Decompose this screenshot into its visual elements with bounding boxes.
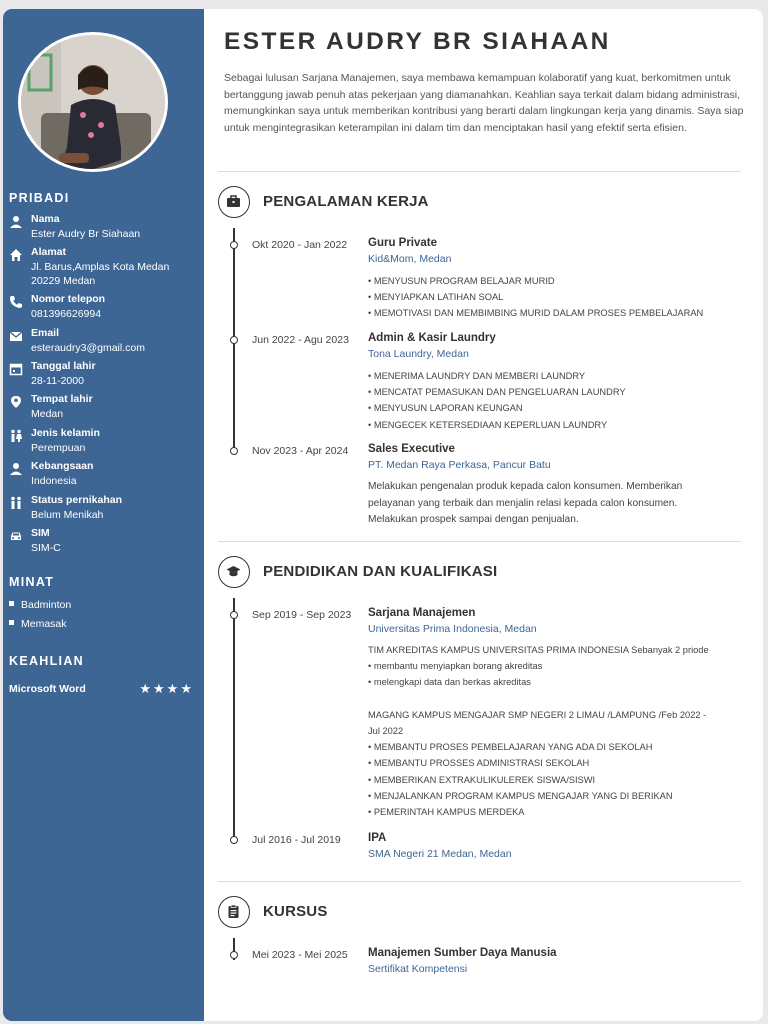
interest-item	[9, 599, 71, 611]
avatar	[18, 32, 168, 172]
entry-date: Jun 2022 - Agu 2023	[252, 334, 349, 346]
info-birthplace	[7, 393, 202, 423]
info-value: SIM-C	[31, 542, 61, 554]
courses-section-title: KURSUS	[263, 903, 328, 920]
info-value: Indonesia	[31, 475, 77, 487]
entry-role: IPA	[368, 832, 387, 844]
gender-icon	[9, 429, 23, 443]
skills-section-title: KEAHLIAN	[9, 654, 84, 668]
entry-role: Sales Executive	[368, 443, 455, 455]
entry-org: Universitas Prima Indonesia, Medan	[368, 623, 537, 635]
info-value: Belum Menikah	[31, 509, 104, 521]
info-label: Nomor telepon	[31, 293, 106, 305]
info-label: Alamat	[31, 246, 67, 258]
entry-role: Sarjana Manajemen	[368, 607, 476, 619]
info-label: Jenis kelamin	[31, 427, 100, 439]
interest-label: Memasak	[21, 618, 67, 630]
bullet-line: • MEMOTIVASI DAN MEMBIMBING MURID DALAM PROSES PEMBELAJARAN	[368, 308, 704, 319]
entry-details	[368, 642, 748, 820]
entry-org: PT. Medan Raya Perkasa, Pancur Batu	[368, 459, 551, 471]
detail-line: • PEMERINTAH KAMPUS MERDEKA	[368, 807, 525, 818]
calendar-icon	[9, 362, 23, 376]
divider	[218, 881, 741, 882]
timeline-dot	[230, 447, 238, 455]
bullet-line: • MENYUSUN LAPORAN KEUNGAN	[368, 403, 523, 414]
sidebar	[3, 9, 204, 1021]
star-rating-icon: ★★★★	[139, 681, 194, 696]
timeline-dot	[230, 836, 238, 844]
info-nationality	[7, 460, 202, 490]
info-value: Jl. Barus,Amplas Kota Medan	[31, 261, 170, 273]
detail-line: • MEMBANTU PROSSES ADMINISTRASI SEKOLAH	[368, 758, 590, 769]
email-icon	[9, 329, 23, 343]
divider	[218, 541, 741, 542]
person-icon	[9, 215, 23, 229]
detail-line: TIM AKREDITAS KAMPUS UNIVERSITAS PRIMA INDONESIA Sebanyak 2 priode	[368, 645, 709, 655]
detail-line: • membantu menyiapkan borang akreditas	[368, 661, 543, 672]
home-icon	[9, 248, 23, 262]
bullet-square-icon	[9, 620, 14, 625]
info-name	[7, 213, 202, 243]
bullet-line: • MENCATAT PEMASUKAN DAN PENGELUARAN LAUNDRY	[368, 387, 626, 398]
info-value: esteraudry3@gmail.com	[31, 342, 145, 354]
car-icon	[9, 529, 23, 543]
entry-date: Mei 2023 - Mei 2025	[252, 949, 348, 961]
info-value: Ester Audry Br Siahaan	[31, 228, 141, 240]
info-label: Status pernikahan	[31, 494, 123, 506]
detail-line: • MEMBANTU PROSES PEMBELAJARAN YANG ADA DI SEKOLAH	[368, 742, 653, 753]
info-label: Email	[31, 327, 60, 339]
info-value: Medan	[31, 408, 64, 420]
bullet-line: • MENYIAPKAN LATIHAN SOAL	[368, 292, 504, 303]
info-label: SIM	[31, 527, 50, 539]
detail-line	[368, 691, 748, 707]
timeline-dot	[230, 611, 238, 619]
entry-date: Sep 2019 - Sep 2023	[252, 609, 352, 621]
timeline-dot	[230, 336, 238, 344]
entry-date: Jul 2016 - Jul 2019	[252, 834, 341, 846]
clipboard-icon	[218, 896, 250, 928]
bullet-line: • MENERIMA LAUNDRY DAN MEMBERI LAUNDRY	[368, 371, 586, 381]
detail-line: • MENJALANKAN PROGRAM KAMPUS MENGAJAR YANG DI BERIKAN	[368, 790, 673, 801]
interest-label: Badminton	[21, 599, 72, 611]
entry-date: Nov 2023 - Apr 2024	[252, 445, 349, 457]
skill-name: Microsoft Word	[9, 683, 86, 695]
info-address	[7, 246, 202, 290]
timeline-dot	[230, 241, 238, 249]
location-pin-icon	[9, 395, 23, 409]
experience-section-title: PENGALAMAN KERJA	[263, 193, 429, 210]
entry-bullets	[368, 273, 748, 322]
info-license	[7, 527, 202, 557]
info-value: Perempuan	[31, 442, 86, 454]
entry-org: SMA Negeri 21 Medan, Medan	[368, 848, 512, 860]
info-value-line2: 20229 Medan	[31, 275, 96, 287]
summary-text: Sebagai lulusan Sarjana Manajemen, saya membawa kemampuan kolaboratif yang kuat, berkomitmen untuk bertanggung jawab penuh atas pekerjaan yang diamanahkan. Keahlian saya terkait dalam bidang administrasi, memungkinkan saya untuk memberikan kontribusi yang berarti dalam lingkungan kerja yang dinamis. Saya siap untuk mengintegrasikan keterampilan ini dalam tim dan menciptakan hasil yang efektif serta efisien.	[224, 72, 744, 134]
main-content	[204, 9, 763, 1021]
entry-bullets	[368, 368, 748, 433]
info-label: Tanggal lahir	[31, 360, 96, 372]
education-section-title: PENDIDIKAN DAN KUALIFIKASI	[263, 563, 498, 580]
entry-org: Sertifikat Kompetensi	[368, 963, 468, 975]
info-email	[7, 327, 202, 357]
detail-line: MAGANG KAMPUS MENGAJAR SMP NEGERI 2 LIMAU /LAMPUNG /Feb 2022 -	[368, 709, 707, 720]
timeline-dot	[230, 951, 238, 959]
entry-org: Tona Laundry, Medan	[368, 348, 469, 360]
skill-item	[9, 683, 194, 695]
detail-line: • MEMBERIKAN EXTRAKULIKULEREK SISWA/SISWI	[368, 774, 596, 785]
interests-section-title: MINAT	[9, 575, 55, 589]
graduation-cap-icon	[218, 556, 250, 588]
detail-line: • melengkapi data dan berkas akreditas	[368, 677, 531, 688]
info-label: Nama	[31, 213, 60, 225]
interest-item	[9, 618, 67, 630]
info-birthdate	[7, 360, 202, 390]
entry-description: Melakukan pengenalan produk kepada calon konsumen. Memberikan pelayanan yang terbaik dan menjalin relasi kepada calon konsumen. Melakukan prospek sampai dengan penjualan.	[368, 481, 683, 525]
info-phone	[7, 293, 202, 323]
person-icon	[9, 462, 23, 476]
briefcase-icon	[218, 186, 250, 218]
bullet-line: • MENGECEK KETERSEDIAAN KEPERLUAN LAUNDRY	[368, 419, 608, 430]
info-gender	[7, 427, 202, 457]
info-label: Tempat lahir	[31, 393, 93, 405]
info-value: 28-11-2000	[31, 375, 84, 387]
info-value: 081396626994	[31, 308, 102, 320]
detail-line: Jul 2022	[368, 726, 404, 736]
entry-role: Guru Private	[368, 237, 438, 249]
personal-section-title: PRIBADI	[9, 191, 70, 205]
resume-page	[3, 9, 763, 1021]
entry-org: Kid&Mom, Medan	[368, 253, 452, 265]
info-marital-status	[7, 494, 202, 524]
timeline-line	[233, 598, 235, 844]
entry-role: Admin & Kasir Laundry	[368, 332, 496, 344]
phone-icon	[9, 295, 23, 309]
entry-role: Manajemen Sumber Daya Manusia	[368, 947, 557, 959]
couple-icon	[9, 496, 23, 510]
bullet-line: • MENYUSUN PROGRAM BELAJAR MURID	[368, 276, 555, 286]
bullet-square-icon	[9, 601, 14, 606]
page-title: ESTER AUDRY BR SIAHAAN	[224, 28, 611, 55]
info-label: Kebangsaan	[31, 460, 94, 472]
divider	[218, 171, 741, 172]
entry-date: Okt 2020 - Jan 2022	[252, 239, 348, 251]
